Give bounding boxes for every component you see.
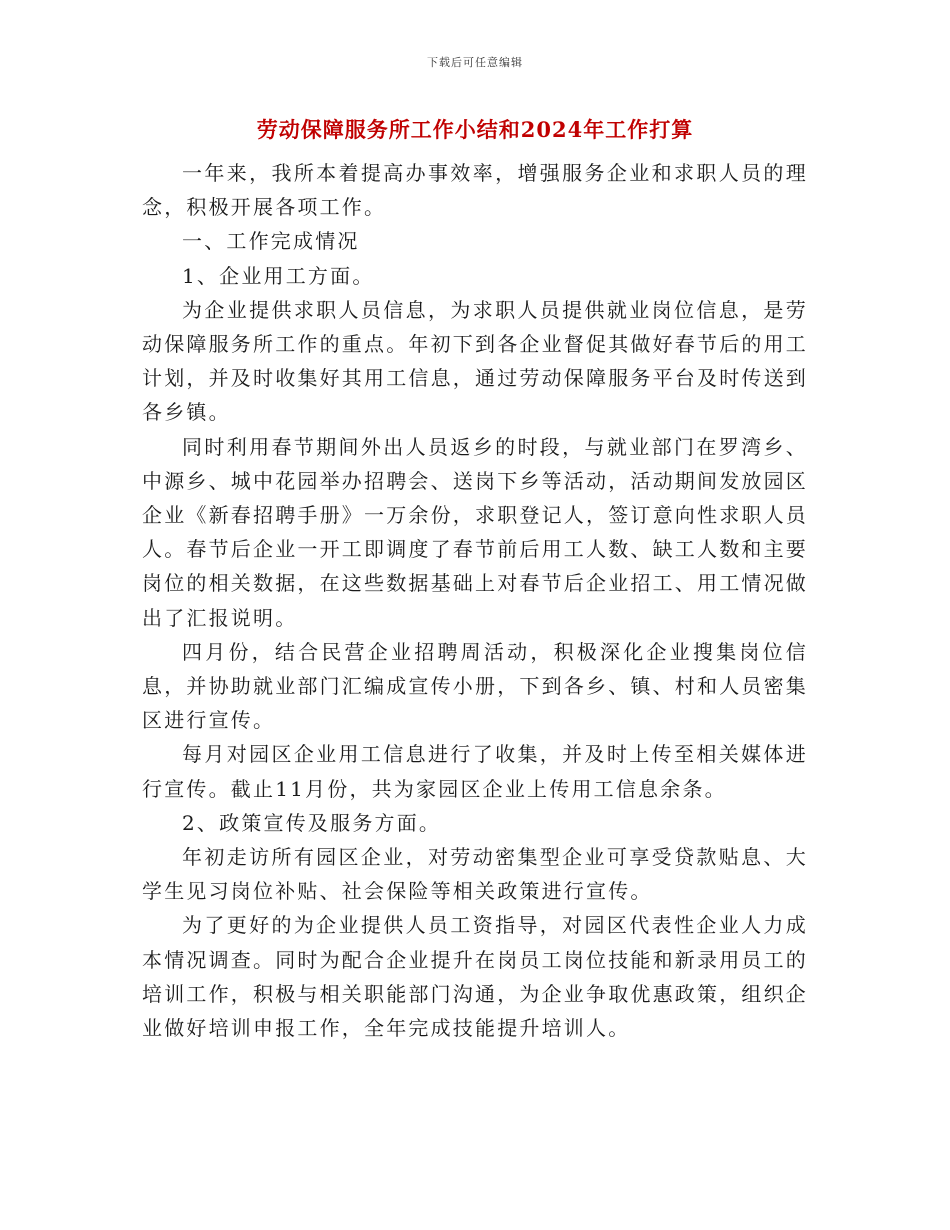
paragraph: 年初走访所有园区企业，对劳动密集型企业可享受贷款贴息、大学生见习岗位补贴、社会保险等相关政策进行宣传。 (142, 845, 808, 904)
paragraph: 四月份，结合民营企业招聘周活动，积极深化企业搜集岗位信息，并协助就业部门汇编成宣传小册，下到各乡、镇、村和人员密集区进行宣传。 (142, 639, 808, 733)
section-heading: 一、工作完成情况 (182, 229, 360, 254)
paragraph: 为了更好的为企业提供人员工资指导，对园区代表性企业人力成本情况调查。同时为配合企业提升在岗员工岗位技能和新录用员工的培训工作，积极与相关职能部门沟通，为企业争取优惠政策，组织企业做好培训申报工作，全年完成技能提升培训人。 (142, 913, 808, 1041)
subsection-heading: 2、政策宣传及服务方面。 (182, 810, 442, 835)
paragraph: 一年来，我所本着提高办事效率，增强服务企业和求职人员的理念，积极开展各项工作。 (142, 161, 808, 220)
header-note: 下载后可任意编辑 (427, 56, 523, 69)
document-body (142, 156, 808, 1045)
paragraph: 同时利用春节期间外出人员返乡的时段，与就业部门在罗湾乡、中源乡、城中花园举办招聘会、送岗下乡等活动，活动期间发放园区企业《新春招聘手册》一万余份，求职登记人，签订意向性求职人员人。春节后企业一开工即调度了春节前后用工人数、缺工人数和主要岗位的相关数据，在这些数据基础上对春节后企业招工、用工情况做出了汇报说明。 (142, 434, 808, 630)
subsection-heading: 1、企业用工方面。 (182, 263, 375, 288)
document-title: 劳动保障服务所工作小结和2024年工作打算 (256, 117, 694, 142)
paragraph: 为企业提供求职人员信息，为求职人员提供就业岗位信息，是劳动保障服务所工作的重点。年初下到各企业督促其做好春节后的用工计划，并及时收集好其用工信息，通过劳动保障服务平台及时传送到各乡镇。 (142, 297, 808, 425)
paragraph: 每月对园区企业用工信息进行了收集，并及时上传至相关媒体进行宣传。截止11月份，共为家园区企业上传用工信息余条。 (142, 742, 808, 801)
